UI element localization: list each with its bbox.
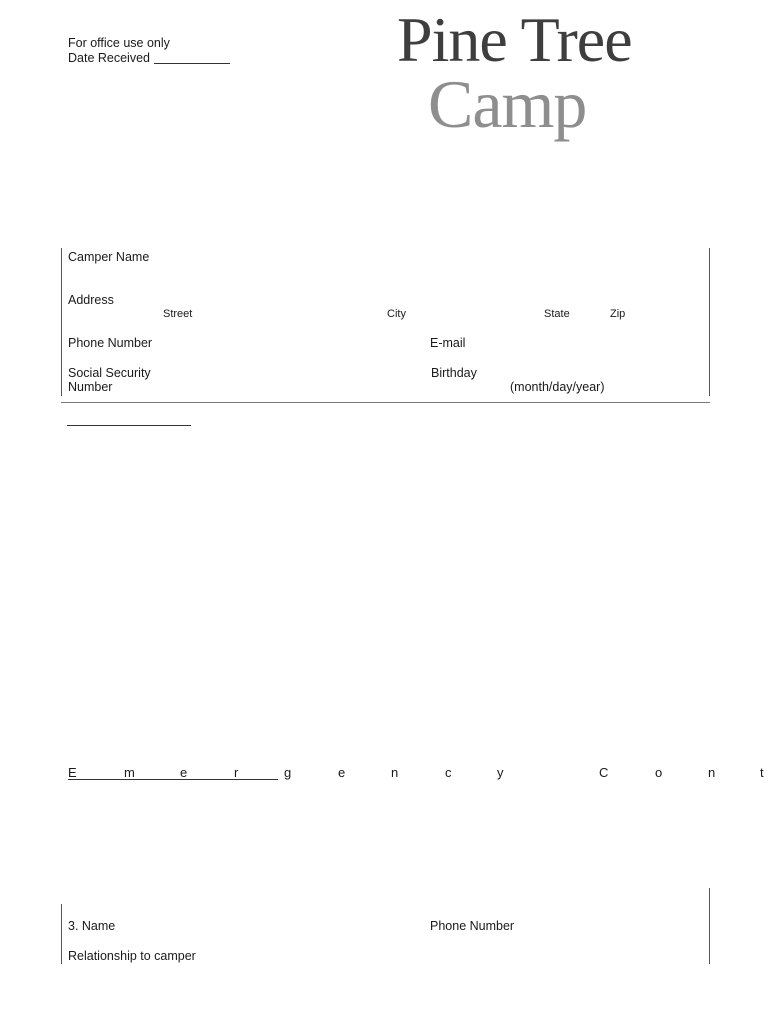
- ssn-label-line2: Number: [68, 380, 113, 394]
- street-label: Street: [163, 308, 193, 320]
- camper-box-bottom-border: [61, 402, 710, 403]
- emergency-letter: E: [68, 765, 77, 780]
- contact3-box-right-border: [709, 888, 710, 964]
- section-rule: [67, 425, 191, 426]
- contact3-name-label: 3. Name: [68, 919, 116, 933]
- emergency-letter: n: [391, 765, 399, 780]
- emergency-letter: y: [497, 765, 504, 780]
- emergency-letter: t: [760, 765, 764, 780]
- email-label: E-mail: [430, 336, 466, 350]
- address-label: Address: [68, 293, 114, 307]
- logo-pine-tree: Pine Tree: [397, 4, 632, 75]
- city-label: City: [387, 308, 406, 320]
- date-received-label: Date Received: [68, 51, 150, 65]
- contact3-phone-label: Phone Number: [430, 919, 515, 933]
- phone-number-label: Phone Number: [68, 336, 153, 350]
- emergency-letter: e: [338, 765, 346, 780]
- emergency-letter: m: [124, 765, 135, 780]
- camper-name-label: Camper Name: [68, 250, 150, 264]
- emergency-letter: o: [655, 765, 663, 780]
- state-label: State: [544, 308, 570, 320]
- camper-box-left-border: [61, 248, 62, 396]
- zip-label: Zip: [610, 308, 626, 320]
- emergency-letter: c: [445, 765, 452, 780]
- office-use-label: For office use only: [68, 36, 170, 50]
- emergency-letter: g: [284, 765, 292, 780]
- logo-camp: Camp: [428, 66, 587, 142]
- contact3-box-left-border: [61, 904, 62, 964]
- emergency-letter: C: [599, 765, 609, 780]
- birthday-format-hint: (month/day/year): [510, 380, 605, 394]
- ssn-label-line1: Social Security: [68, 366, 151, 380]
- date-received-row: [68, 51, 230, 65]
- emergency-underline: [68, 779, 278, 780]
- emergency-letter: e: [180, 765, 188, 780]
- camper-box-right-border: [709, 248, 710, 396]
- contact3-relationship-label: Relationship to camper: [68, 949, 196, 963]
- emergency-letter: n: [708, 765, 716, 780]
- emergency-letter: r: [234, 765, 239, 780]
- date-received-blank[interactable]: [154, 63, 230, 64]
- birthday-label: Birthday: [431, 366, 477, 380]
